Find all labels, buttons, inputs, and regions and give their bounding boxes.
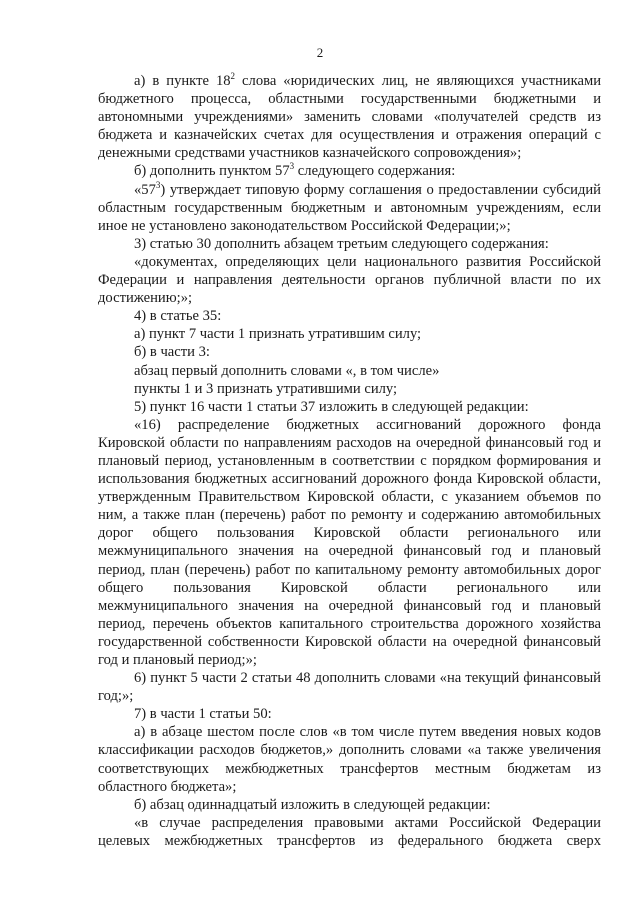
paragraph: «16) распределение бюджетных ассигнований дорожного фонда Кировской области по направлениям расходов на очередной финансовый год и плановый период, установленным в соответствии с порядком формирования и использования бюджетных ассигнований дорожного фонда Кировской области, утвержденным Правительством Кировской области, с указанием объемов по ним, а также план (перечень) работ по ремонту и содержанию автомобильных дорог общего пользования Кировской области регионального или межмуниципального значения на очередной финансовый год и плановый период, план (перечень) работ по капитальному ремонту автомобильных дорог общего пользования Кировской области регионального или межмуниципального значения на очередной финансовый год и плановый период, перечень объектов капитального строительства дорожного хозяйства государственной собственности Кировской области на очередной финансовый год и плановый период;»; — [98, 416, 601, 668]
paragraph: а) в абзаце шестом после слов «в том числе путем введения новых кодов классификации расходов бюджетов,» дополнить словами «а также увеличения соответствующих межбюджетных трансфертов местным бюджетам из областного бюджета»; — [98, 724, 601, 795]
paragraph: б) в части 3: — [134, 344, 210, 361]
paragraph: «документах, определяющих цели национального развития Российской Федерации и направления деятельности органов публичной власти по их достижению;»; — [98, 253, 601, 307]
paragraph: а) пункт 7 части 1 признать утратившим силу; — [134, 326, 422, 343]
paragraph: б) абзац одиннадцатый изложить в следующей редакции: — [134, 796, 491, 813]
paragraph: 4) в статье 35: — [134, 308, 222, 325]
paragraph: 6) пункт 5 части 2 статьи 48 дополнить словами «на текущий финансовый год;»; — [98, 670, 601, 705]
page-number: 2 — [316, 45, 324, 60]
paragraph: б) дополнить пунктом $57^3$ следующего содержания: — [134, 161, 456, 180]
paragraph: «$57^3$) утверждает типовую форму соглашения о предоставлении субсидий областным государственным бюджетным и автономным учреждениям, если иное не установлено законодательством Российской Федерации;»; — [98, 179, 601, 234]
paragraph: «в случае распределения правовыми актами Российской Федерации целевых межбюджетных трансфертов из федерального бюджета сверх — [98, 814, 601, 849]
paragraph: 7) в части 1 статьи 50: — [134, 706, 272, 723]
paragraph: пункты 1 и 3 признать утратившими силу; — [134, 380, 398, 397]
paragraph: 3) статью 30 дополнить абзацем третьим следующего содержания: — [134, 235, 549, 252]
paragraph: 5) пункт 16 части 1 статьи 37 изложить в следующей редакции: — [134, 398, 529, 415]
paragraph: абзац первый дополнить словами «, в том числе» — [134, 362, 440, 379]
document-body — [98, 72, 601, 850]
paragraph: а) в пункте $18^2$ слова «юридических лиц, не являющихся участниками бюджетного процесса, областными государственными бюджетными и автономными учреждениями» заменить словами «получателей средств из бюджета и казначейских счетах для осуществления и отражения операций с денежными средствами участников казначейского сопровождения»; — [98, 71, 602, 162]
